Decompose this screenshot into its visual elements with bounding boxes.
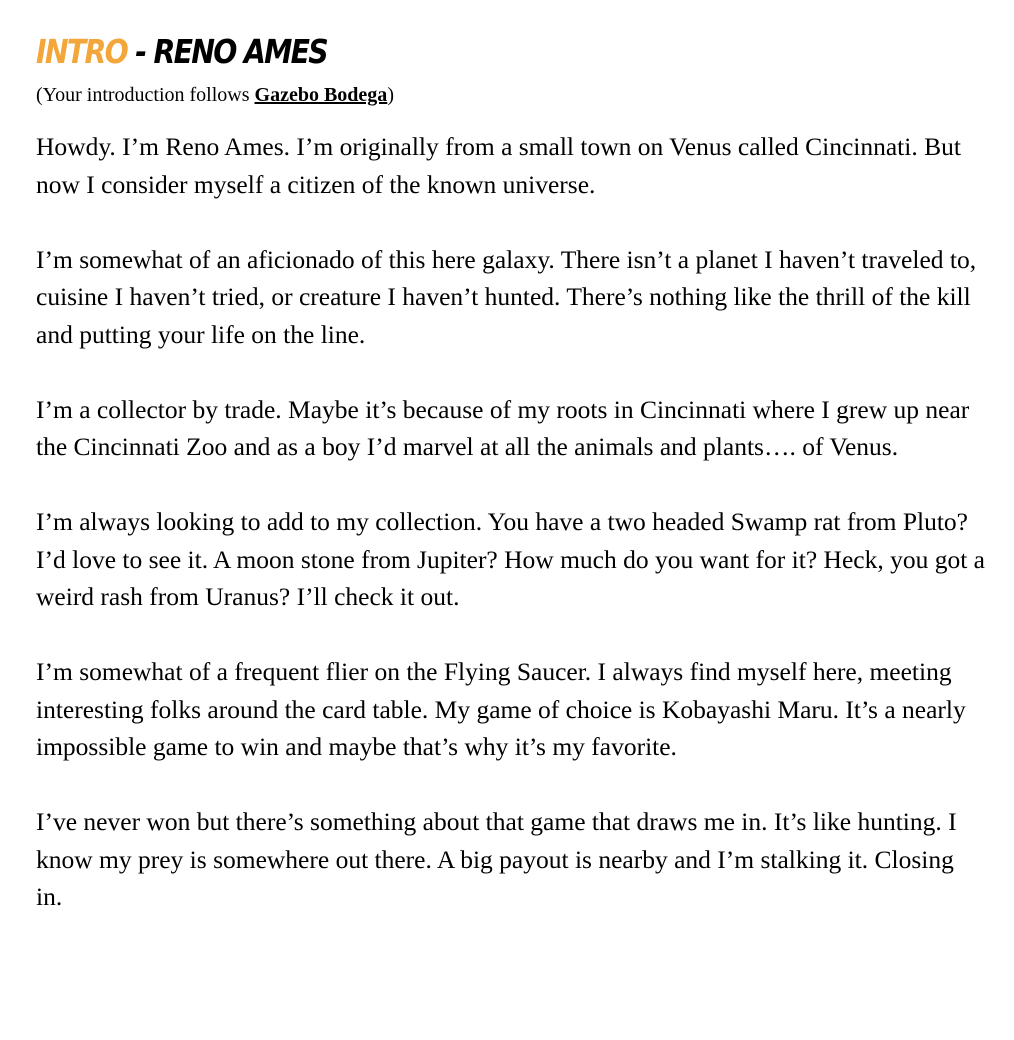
intro-order-suffix: ) (387, 84, 394, 106)
title-separator: - (127, 32, 154, 71)
intro-paragraph-6: I’ve never won but there’s something about that game that draws me in. It’s like hunting. I know my prey is somewhere out there. A big payout is nearby and I’m stalking it. Closing in. (36, 807, 957, 911)
previous-intro-link[interactable]: Gazebo Bodega (254, 84, 388, 106)
document-page (36, 28, 986, 916)
intro-order-note (36, 82, 986, 108)
intro-paragraph-5: I’m somewhat of a frequent flier on the Flying Saucer. I always find myself here, meeting interesting folks around the card table. My game of choice is Kobayashi Maru. It’s a nearly impossible game to win and maybe that’s why it’s my favorite. (36, 657, 966, 761)
title-intro-word: INTRO (36, 32, 128, 71)
intro-paragraph-2: I’m somewhat of an aficionado of this here galaxy. There isn’t a planet I haven’t traveled to, cuisine I haven’t tried, or creature I haven’t hunted. There’s nothing like the thrill of the kill and putting your life on the line. (36, 244, 977, 349)
intro-order-prefix: (Your introduction follows (36, 84, 255, 106)
intro-paragraph-4: I’m always looking to add to my collection. You have a two headed Swamp rat from Pluto? I’d love to see it. A moon stone from Jupiter? How much do you want for it? Heck, you got a weird rash from Uranus? I’ll check it out. (36, 507, 985, 611)
intro-paragraph-3: I’m a collector by trade. Maybe it’s because of my roots in Cincinnati where I grew up near the Cincinnati Zoo and as a boy I’d marvel at all the animals and plants…. of Venus. (36, 394, 970, 461)
title-character-name: RENO AMES (153, 32, 328, 71)
page-title (36, 28, 853, 76)
intro-paragraph-1: Howdy. I’m Reno Ames. I’m originally from a small town on Venus called Cincinnati. But now I consider myself a citizen of the known universe. (36, 132, 961, 199)
